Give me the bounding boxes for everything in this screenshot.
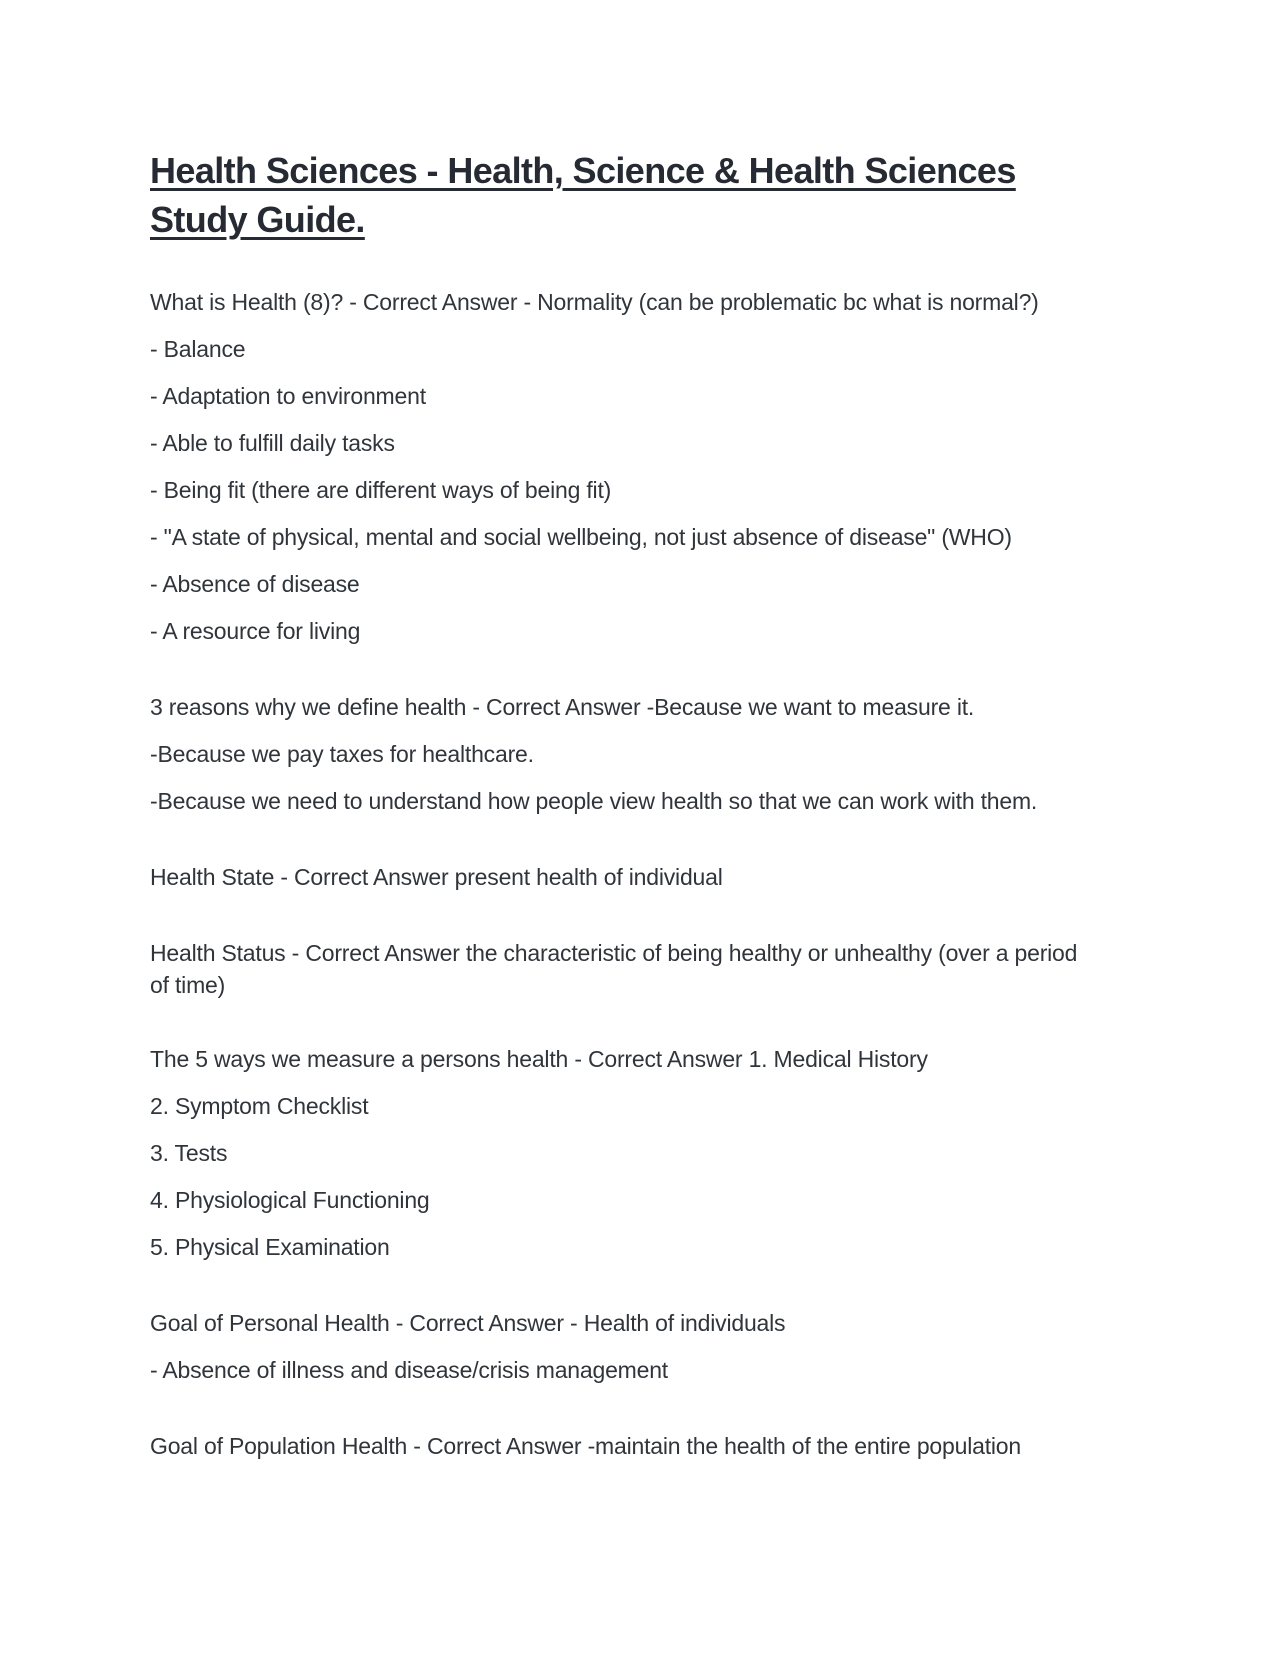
qa-line: - Being fit (there are different ways of being fit) [150, 477, 612, 503]
qa-line: 2. Symptom Checklist [150, 1093, 369, 1119]
qa-line: The 5 ways we measure a persons health - Correct Answer 1. Medical History [150, 1046, 928, 1072]
qa-line: Goal of Population Health - Correct Answer -maintain the health of the entire population [150, 1433, 1021, 1459]
qa-line: 3 reasons why we define health - Correct Answer -Because we want to measure it. [150, 694, 975, 720]
document-title: Health Sciences - Health, Science & Health Sciences Study Guide. [150, 150, 1016, 240]
qa-line: 3. Tests [150, 1140, 228, 1166]
qa-line: 5. Physical Examination [150, 1234, 390, 1260]
qa-line: -Because we pay taxes for healthcare. [150, 741, 534, 767]
qa-line: Health State - Correct Answer present health of individual [150, 864, 723, 890]
qa-line: 4. Physiological Functioning [150, 1187, 430, 1213]
qa-line: Goal of Personal Health - Correct Answer - Health of individuals [150, 1310, 786, 1336]
qa-line: - Balance [150, 336, 246, 362]
qa-line: - Absence of illness and disease/crisis management [150, 1357, 669, 1383]
qa-line: -Because we need to understand how people view health so that we can work with them. [150, 788, 1038, 814]
qa-line: - Adaptation to environment [150, 383, 426, 409]
qa-line: What is Health (8)? - Correct Answer - Normality (can be problematic bc what is normal?) [150, 289, 1039, 315]
qa-line: - A resource for living [150, 618, 361, 644]
qa-line: - "A state of physical, mental and social wellbeing, not just absence of disease" (WHO) [150, 524, 1012, 550]
qa-line: - Absence of disease [150, 571, 360, 597]
qa-line: - Able to fulfill daily tasks [150, 430, 395, 456]
qa-line: Health Status - Correct Answer the characteristic of being healthy or unhealthy (over a period of time) [150, 940, 1078, 998]
